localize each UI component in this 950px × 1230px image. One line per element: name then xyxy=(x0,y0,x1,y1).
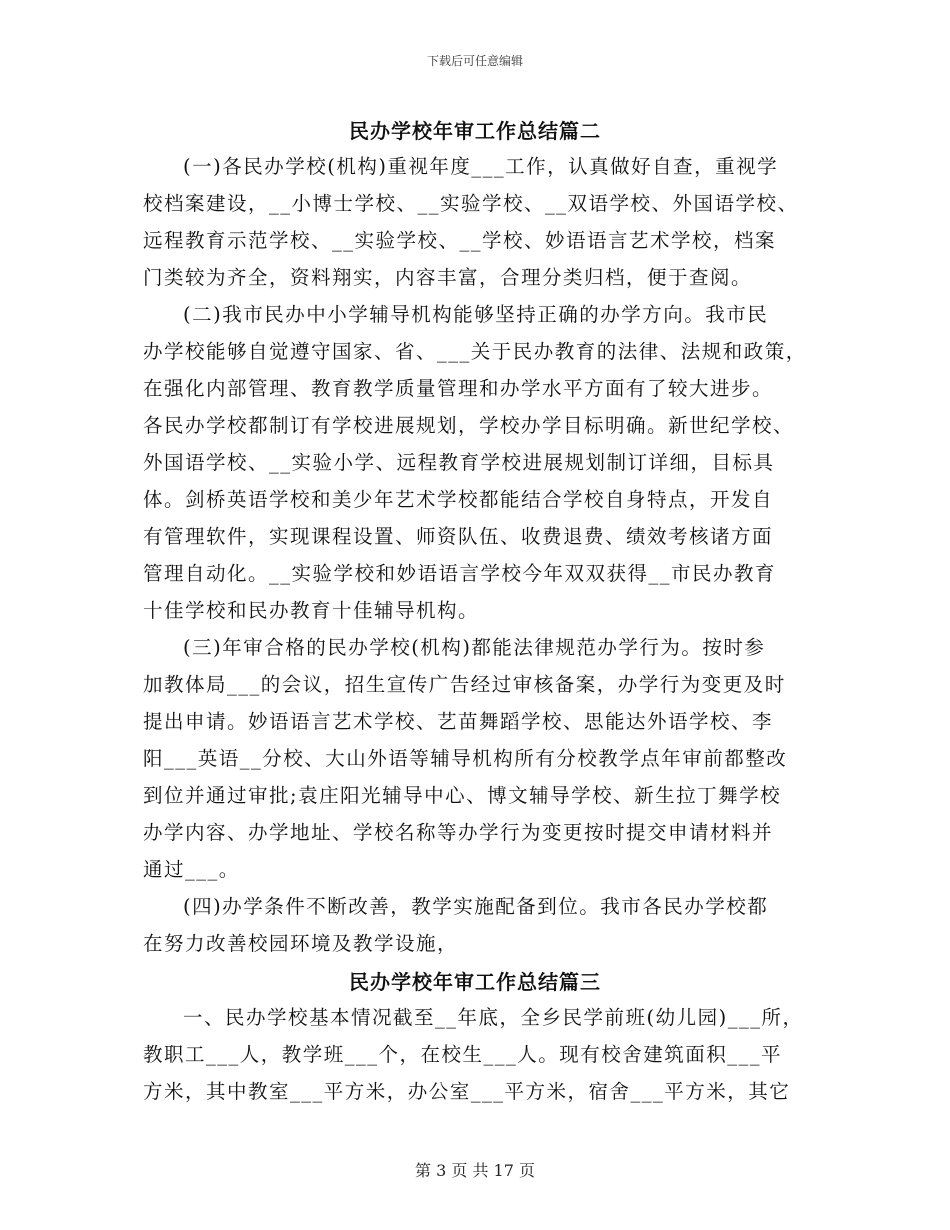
paragraph-line: 一、民办学校基本情况截至__年底，全乡民学前班(幼儿园)___所， xyxy=(183,1006,804,1029)
paragraph-line: 在强化内部管理、教育教学质量管理和办学水平方面有了较大进步。 xyxy=(143,377,774,400)
paragraph-line: 办学内容、办学地址、学校名称等办学行为变更按时提交申请材料并 xyxy=(143,821,774,844)
paragraph-line: 教职工___人，教学班___个，在校生___人。现有校舍建筑面积___平 xyxy=(143,1043,783,1066)
paragraph-line: 体。剑桥英语学校和美少年艺术学校都能结合学校自身特点，开发自 xyxy=(143,488,774,511)
paragraph-line: 十佳学校和民办教育十佳辅导机构。 xyxy=(143,599,480,622)
paragraph-line: 加教体局___的会议，招生宣传广告经过审核备案，办学行为变更及时 xyxy=(143,673,786,696)
paragraph-line: 门类较为齐全，资料翔实，内容丰富，合理分类归档，便于查阅。 xyxy=(143,266,753,289)
paragraph-line: (二)我市民办中小学辅导机构能够坚持正确的办学方向。我市民 xyxy=(183,303,769,326)
paragraph-line: (四)办学条件不断改善，教学实施配备到位。我市各民办学校都 xyxy=(183,895,769,918)
section-title: 民办学校年审工作总结篇三 xyxy=(349,970,601,994)
paragraph-line: 在努力改善校园环境及教学设施， xyxy=(143,932,459,955)
paragraph-line: 通过___。 xyxy=(143,858,240,881)
paragraph-line: 各民办学校都制订有学校进展规划，学校办学目标明确。新世纪学校、 xyxy=(143,414,795,437)
paragraph-line: 外国语学校、__实验小学、远程教育学校进展规划制订详细，目标具 xyxy=(143,451,775,474)
paragraph-line: (一)各民办学校(机构)重视年度___工作，认真做好自查，重视学 xyxy=(183,155,779,178)
paragraph-line: 有管理软件，实现课程设置、师资队伍、收费退费、绩效考核诸方面 xyxy=(143,525,774,548)
paragraph-line: 办学校能够自觉遵守国家、省、___关于民办教育的法律、法规和政策， xyxy=(143,340,807,363)
header-note: 下载后可任意编辑 xyxy=(426,54,523,68)
paragraph-line: 提出申请。妙语语言艺术学校、艺苗舞蹈学校、思能达外语学校、李 xyxy=(143,710,774,733)
paragraph-line: (三)年审合格的民办学校(机构)都能法律规范办学行为。按时参 xyxy=(183,636,766,659)
section-title: 民办学校年审工作总结篇二 xyxy=(349,119,601,143)
paragraph-line: 管理自动化。__实验学校和妙语语言学校今年双双获得__市民办教育 xyxy=(143,562,777,585)
page-number: 第 3 页 共 17 页 xyxy=(415,1161,535,1180)
paragraph-line: 到位并通过审批;袁庄阳光辅导中心、博文辅导学校、新生拉丁舞学校 xyxy=(143,784,782,807)
paragraph-line: 远程教育示范学校、__实验学校、__学校、妙语语言艺术学校，档案 xyxy=(143,229,777,252)
paragraph-line: 方米，其中教室___平方米，办公室___平方米，宿舍___平方米，其它 xyxy=(143,1080,791,1103)
paragraph-line: 校档案建设，__小博士学校、__实验学校、__双语学校、外国语学校、 xyxy=(143,192,799,215)
paragraph-line: 阳___英语__分校、大山外语等辅导机构所有分校教学点年审前都整改 xyxy=(143,747,788,770)
